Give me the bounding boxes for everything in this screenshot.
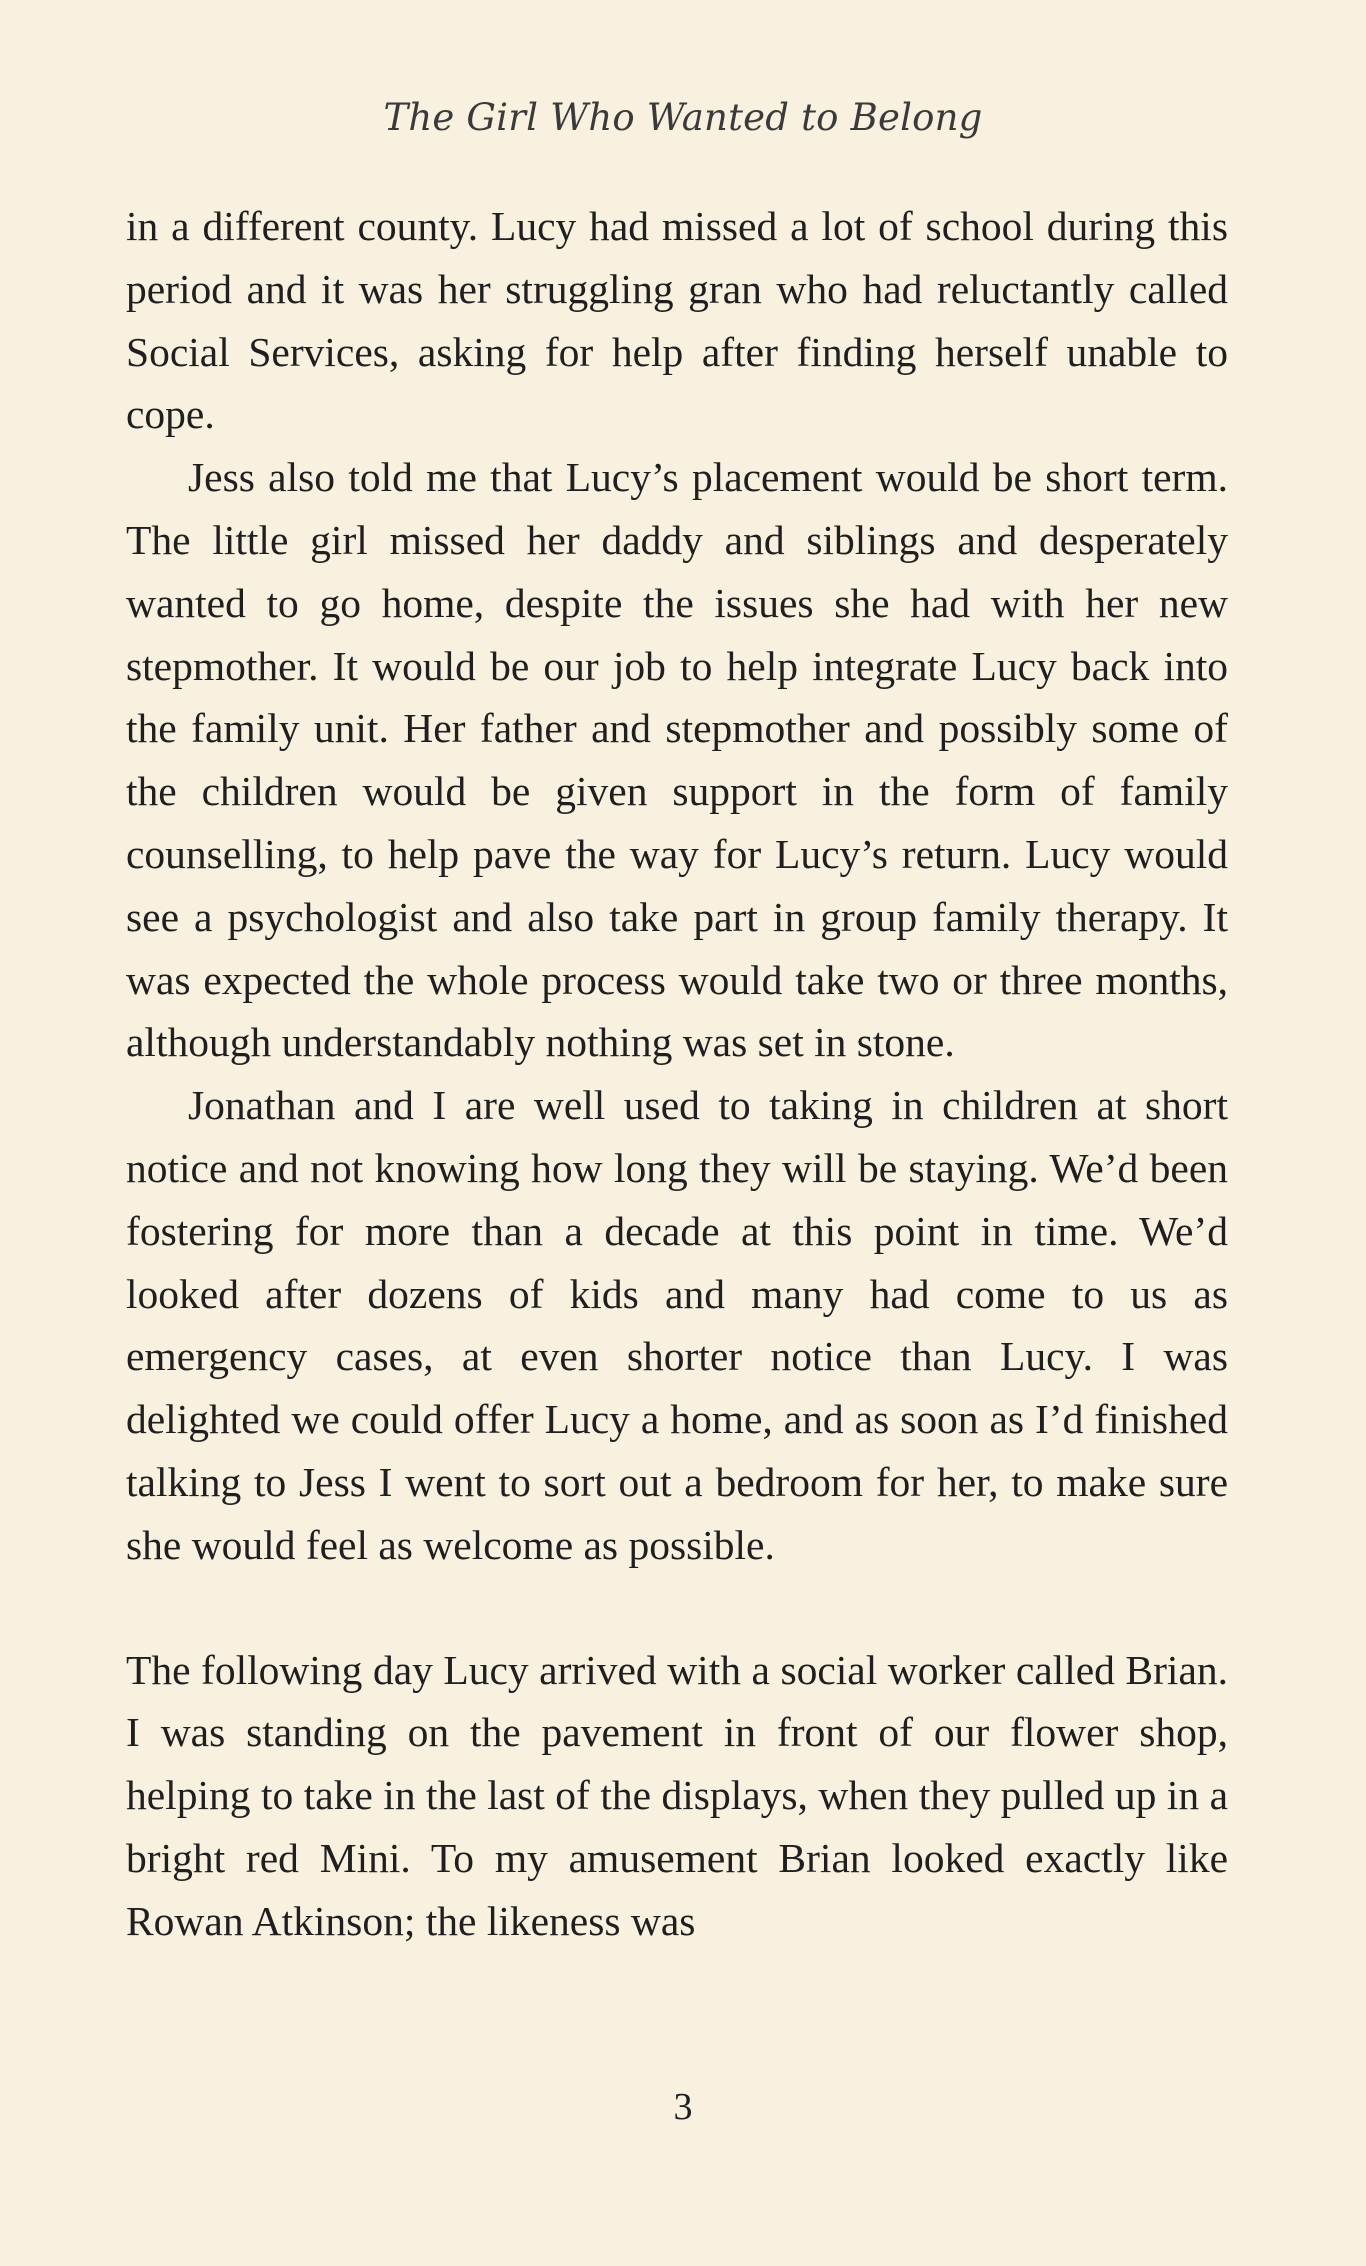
- page-number: 3: [673, 2086, 693, 2128]
- paragraph: Jonathan and I are well used to taking in children at short notice and not knowing how long they will be staying. We’d been fostering for more than a decade at this point in time. We’d looked after dozens of kids and many had come to us as emergency cases, at even shorter notice than Lucy. I was delighted we could offer Lucy a home, and as soon as I’d finished talking to Jess I went to sort out a bedroom for her, to make sure she would feel as welcome as possible.: [126, 1082, 1228, 1568]
- running-head-title: The Girl Who Wanted to Belong: [383, 96, 983, 139]
- paragraph-continued: in a different county. Lucy had missed a lot of school during this period and it was her struggling gran who had reluctantly called Social Services, asking for help after finding herself unable to cope.: [126, 203, 1228, 438]
- body-text: [126, 195, 1228, 1953]
- paragraph: Jess also told me that Lucy’s placement would be short term. The little girl missed her daddy and siblings and desperately wanted to go home, despite the issues she had with her new stepmother. It would be our job to help integrate Lucy back into the family unit. Her father and stepmother and possibly some of the children would be given support in the form of family counselling, to help pave the way for Lucy’s return. Lucy would see a psychologist and also take part in group family therapy. It was expected the whole process would take two or three months, although understandably nothing was set in stone.: [126, 454, 1228, 1066]
- paragraph-section-start: The following day Lucy arrived with a social worker called Brian. I was standing on the pavement in front of our flower shop, helping to take in the last of the displays, when they pulled up in a bright red Mini. To my amusement Brian looked exactly like Rowan Atkinson; the likeness was: [126, 1646, 1228, 1944]
